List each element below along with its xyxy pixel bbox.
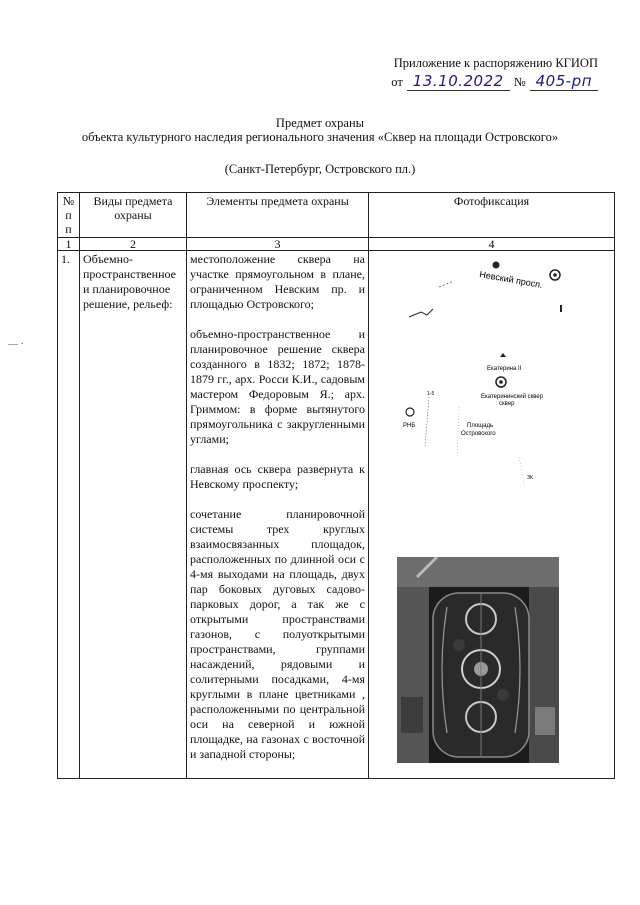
annex-line: Приложение к распоряжению КГИОП [393, 56, 598, 70]
margin-mark: — · [8, 339, 24, 350]
annex-header [391, 55, 598, 91]
row-elements [187, 251, 369, 779]
element-item: местоположение сквера на участке прямоугольном в плане, ограниченном Невским пр. и площадью Островского; [190, 252, 365, 311]
annex-date-row [391, 73, 598, 91]
header-kind: Виды предмета охраны [80, 193, 187, 238]
map-place-label: Площадь [467, 423, 494, 429]
element-item: сочетание планировочной системы трех круглых взаимосвязанных площадок, расположенных по длинной оси с 4-мя выходами на площадь, двух пар боковых дуговых садово-парковых дорог, а так же с открытыми пространствами газонов, с полуоткрытыми пространствами, группами насаждений, рядовыми и солитерными посадками, 4-мя круглыми в плане цветниками , расположенными по центральной оси на северной и южной площадке, на газонах с восточной и западной стороны; [190, 507, 365, 761]
col-number: 3 [187, 238, 369, 251]
location-map [399, 257, 569, 497]
table-number-row [58, 238, 615, 251]
element-item: объемно-пространственное и планировочное решение сквера созданного в 1832; 1872; 1878-1879 гг., арх. Росси К.И., садовым мастером Федоровым Я.; арх. Гриммом: в форме вытянутого прямоугольника с закругленными углами; [190, 327, 365, 446]
row-num: 1. [58, 251, 80, 779]
table-header-row [58, 193, 615, 238]
header-photo: Фотофиксация [369, 193, 615, 238]
photo-cell [369, 251, 615, 779]
col-number: 2 [80, 238, 187, 251]
map-road-label: Невский просп. [478, 269, 544, 291]
from-label: от [391, 75, 403, 89]
map-monument-label: Екатерина II [487, 366, 522, 372]
map-library-label: РНБ [403, 423, 416, 429]
header-num: № п п [58, 193, 80, 238]
row-kind: Объемно-пространственное и планировочное решение, рельеф: [80, 251, 187, 779]
doc-location: (Санкт-Петербург, Островского пл.) [224, 162, 416, 176]
col-number: 1 [58, 238, 80, 251]
protection-table [57, 192, 615, 779]
number-label: № [513, 75, 526, 89]
svg-text:сквер: сквер [499, 401, 515, 407]
map-small-label-2: ЗК [527, 475, 533, 481]
annex-date: 13.10.2022 [407, 73, 510, 91]
doc-subtitle: объекта культурного наследия регионального значения «Сквер на площади Островского» [81, 130, 559, 144]
annex-number: 405-рп [530, 73, 598, 91]
element-item: главная ось сквера развернута к Невскому проспекту; [190, 462, 365, 491]
table-row [58, 251, 615, 779]
doc-title: Предмет охраны [275, 116, 365, 130]
col-number: 4 [369, 238, 615, 251]
map-place-label-2: Островского [461, 431, 496, 437]
map-small-label: 1-5 [427, 391, 435, 397]
header-elements: Элементы предмета охраны [187, 193, 369, 238]
map-square-label: Екатерининский сквер [481, 394, 544, 400]
aerial-photo [397, 557, 559, 763]
